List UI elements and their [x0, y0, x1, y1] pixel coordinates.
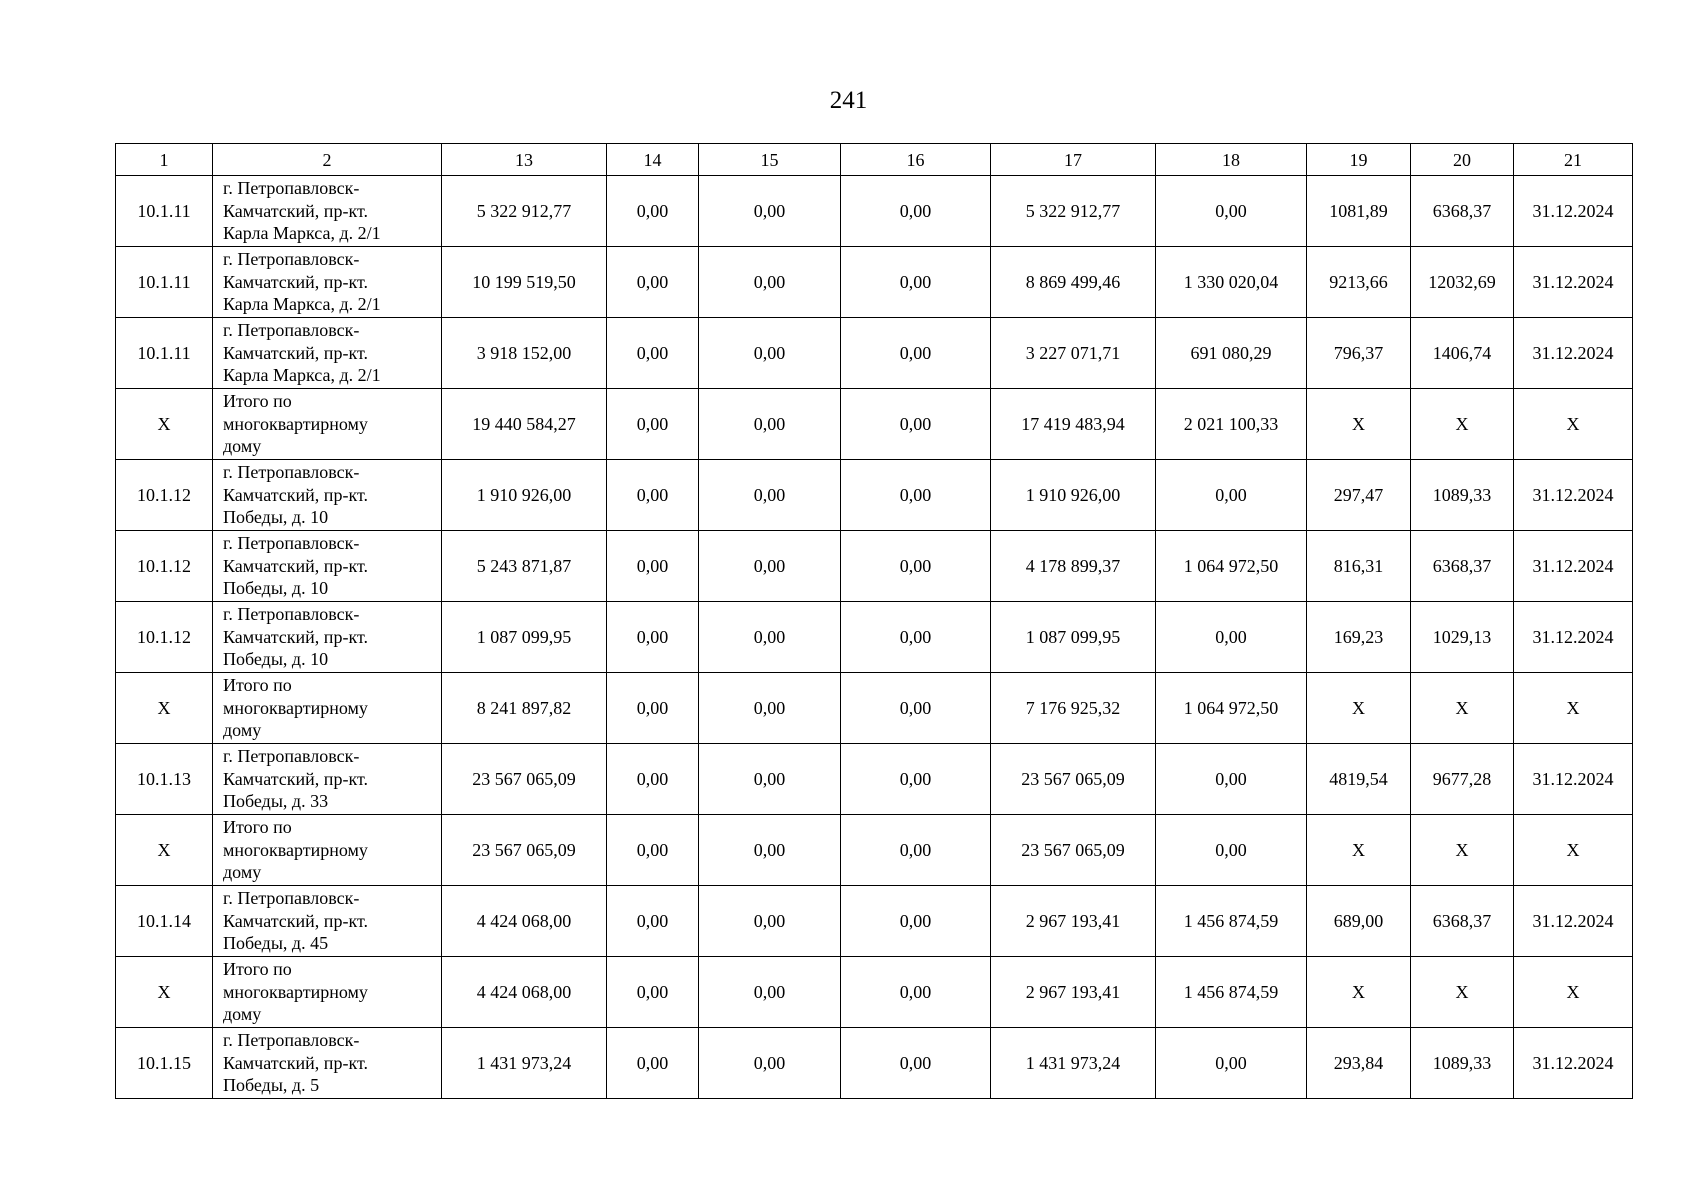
date-cell: 31.12.2024 — [1514, 318, 1633, 389]
col15-cell: 0,00 — [699, 602, 841, 673]
address-cell: г. Петропавловск- Камчатский, пр-кт. Победы, д. 10 — [213, 602, 442, 673]
item-number-cell: X — [116, 957, 213, 1028]
column-header: 2 — [213, 144, 442, 176]
col18-cell: 1 456 874,59 — [1156, 957, 1307, 1028]
col15-cell: 0,00 — [699, 815, 841, 886]
col19-cell: 169,23 — [1307, 602, 1411, 673]
column-header: 16 — [841, 144, 991, 176]
col14-cell: 0,00 — [607, 815, 699, 886]
col20-cell: 1089,33 — [1411, 1028, 1514, 1099]
col19-cell: X — [1307, 673, 1411, 744]
col17-cell: 1 431 973,24 — [991, 1028, 1156, 1099]
col17-cell: 23 567 065,09 — [991, 744, 1156, 815]
date-cell: X — [1514, 957, 1633, 1028]
col15-cell: 0,00 — [699, 460, 841, 531]
col15-cell: 0,00 — [699, 247, 841, 318]
col15-cell: 0,00 — [699, 318, 841, 389]
col19-cell: X — [1307, 389, 1411, 460]
col16-cell: 0,00 — [841, 318, 991, 389]
item-number-cell: 10.1.11 — [116, 318, 213, 389]
col18-cell: 0,00 — [1156, 602, 1307, 673]
address-cell: г. Петропавловск- Камчатский, пр-кт. Победы, д. 10 — [213, 531, 442, 602]
col14-cell: 0,00 — [607, 176, 699, 247]
col16-cell: 0,00 — [841, 176, 991, 247]
col19-cell: X — [1307, 815, 1411, 886]
col16-cell: 0,00 — [841, 673, 991, 744]
date-cell: X — [1514, 815, 1633, 886]
col18-cell: 0,00 — [1156, 744, 1307, 815]
col13-cell: 23 567 065,09 — [442, 744, 607, 815]
col14-cell: 0,00 — [607, 744, 699, 815]
col17-cell: 2 967 193,41 — [991, 886, 1156, 957]
col14-cell: 0,00 — [607, 957, 699, 1028]
col19-cell: 297,47 — [1307, 460, 1411, 531]
col16-cell: 0,00 — [841, 531, 991, 602]
date-cell: 31.12.2024 — [1514, 886, 1633, 957]
col18-cell: 0,00 — [1156, 460, 1307, 531]
address-cell: г. Петропавловск- Камчатский, пр-кт. Победы, д. 45 — [213, 886, 442, 957]
col13-cell: 1 431 973,24 — [442, 1028, 607, 1099]
col14-cell: 0,00 — [607, 318, 699, 389]
table-row — [116, 318, 1633, 389]
col16-cell: 0,00 — [841, 460, 991, 531]
date-cell: 31.12.2024 — [1514, 247, 1633, 318]
col20-cell: 6368,37 — [1411, 531, 1514, 602]
col17-cell: 17 419 483,94 — [991, 389, 1156, 460]
col13-cell: 5 322 912,77 — [442, 176, 607, 247]
table-row — [116, 176, 1633, 247]
col15-cell: 0,00 — [699, 886, 841, 957]
col17-cell: 2 967 193,41 — [991, 957, 1156, 1028]
table-row — [116, 673, 1633, 744]
col17-cell: 5 322 912,77 — [991, 176, 1156, 247]
date-cell: 31.12.2024 — [1514, 531, 1633, 602]
address-cell: г. Петропавловск- Камчатский, пр-кт. Победы, д. 10 — [213, 460, 442, 531]
column-header: 18 — [1156, 144, 1307, 176]
date-cell: X — [1514, 673, 1633, 744]
col15-cell: 0,00 — [699, 1028, 841, 1099]
address-cell: г. Петропавловск- Камчатский, пр-кт. Карла Маркса, д. 2/1 — [213, 176, 442, 247]
item-number-cell: X — [116, 389, 213, 460]
col19-cell: 796,37 — [1307, 318, 1411, 389]
table-row — [116, 389, 1633, 460]
col15-cell: 0,00 — [699, 744, 841, 815]
item-number-cell: 10.1.15 — [116, 1028, 213, 1099]
col13-cell: 10 199 519,50 — [442, 247, 607, 318]
address-cell: г. Петропавловск- Камчатский, пр-кт. Победы, д. 5 — [213, 1028, 442, 1099]
col18-cell: 691 080,29 — [1156, 318, 1307, 389]
address-cell: г. Петропавловск- Камчатский, пр-кт. Победы, д. 33 — [213, 744, 442, 815]
col19-cell: 689,00 — [1307, 886, 1411, 957]
col13-cell: 1 087 099,95 — [442, 602, 607, 673]
col15-cell: 0,00 — [699, 531, 841, 602]
address-cell: г. Петропавловск- Камчатский, пр-кт. Карла Маркса, д. 2/1 — [213, 318, 442, 389]
col15-cell: 0,00 — [699, 389, 841, 460]
col18-cell: 1 330 020,04 — [1156, 247, 1307, 318]
item-number-cell: 10.1.12 — [116, 460, 213, 531]
date-cell: 31.12.2024 — [1514, 176, 1633, 247]
item-number-cell: 10.1.12 — [116, 531, 213, 602]
col13-cell: 5 243 871,87 — [442, 531, 607, 602]
item-number-cell: 10.1.11 — [116, 176, 213, 247]
col16-cell: 0,00 — [841, 886, 991, 957]
col16-cell: 0,00 — [841, 815, 991, 886]
date-cell: X — [1514, 389, 1633, 460]
col16-cell: 0,00 — [841, 957, 991, 1028]
col17-cell: 3 227 071,71 — [991, 318, 1156, 389]
col14-cell: 0,00 — [607, 460, 699, 531]
page-number: 241 — [829, 87, 868, 114]
col14-cell: 0,00 — [607, 673, 699, 744]
item-number-cell: 10.1.12 — [116, 602, 213, 673]
col20-cell: X — [1411, 673, 1514, 744]
table-row — [116, 957, 1633, 1028]
col14-cell: 0,00 — [607, 1028, 699, 1099]
col20-cell: 12032,69 — [1411, 247, 1514, 318]
data-table — [115, 143, 1633, 1099]
item-number-cell: 10.1.13 — [116, 744, 213, 815]
col16-cell: 0,00 — [841, 602, 991, 673]
date-cell: 31.12.2024 — [1514, 460, 1633, 531]
column-header: 20 — [1411, 144, 1514, 176]
table-row — [116, 1028, 1633, 1099]
col17-cell: 8 869 499,46 — [991, 247, 1156, 318]
col13-cell: 8 241 897,82 — [442, 673, 607, 744]
col14-cell: 0,00 — [607, 247, 699, 318]
col17-cell: 23 567 065,09 — [991, 815, 1156, 886]
header-row — [116, 144, 1633, 176]
col16-cell: 0,00 — [841, 744, 991, 815]
col15-cell: 0,00 — [699, 673, 841, 744]
address-cell: г. Петропавловск- Камчатский, пр-кт. Карла Маркса, д. 2/1 — [213, 247, 442, 318]
col18-cell: 1 456 874,59 — [1156, 886, 1307, 957]
col14-cell: 0,00 — [607, 602, 699, 673]
table-row — [116, 602, 1633, 673]
col19-cell: 4819,54 — [1307, 744, 1411, 815]
col20-cell: X — [1411, 957, 1514, 1028]
col20-cell: 6368,37 — [1411, 886, 1514, 957]
col20-cell: 6368,37 — [1411, 176, 1514, 247]
col13-cell: 4 424 068,00 — [442, 886, 607, 957]
col17-cell: 1 087 099,95 — [991, 602, 1156, 673]
col16-cell: 0,00 — [841, 389, 991, 460]
col20-cell: X — [1411, 389, 1514, 460]
col16-cell: 0,00 — [841, 1028, 991, 1099]
column-header: 1 — [116, 144, 213, 176]
col18-cell: 2 021 100,33 — [1156, 389, 1307, 460]
col20-cell: 1406,74 — [1411, 318, 1514, 389]
column-header: 15 — [699, 144, 841, 176]
column-header: 21 — [1514, 144, 1633, 176]
col17-cell: 7 176 925,32 — [991, 673, 1156, 744]
col19-cell: 293,84 — [1307, 1028, 1411, 1099]
col14-cell: 0,00 — [607, 886, 699, 957]
address-cell: Итого по многоквартирному дому — [213, 389, 442, 460]
col19-cell: 816,31 — [1307, 531, 1411, 602]
col17-cell: 1 910 926,00 — [991, 460, 1156, 531]
col18-cell: 1 064 972,50 — [1156, 531, 1307, 602]
table-row — [116, 247, 1633, 318]
col13-cell: 19 440 584,27 — [442, 389, 607, 460]
item-number-cell: 10.1.14 — [116, 886, 213, 957]
address-cell: Итого по многоквартирному дому — [213, 673, 442, 744]
col14-cell: 0,00 — [607, 531, 699, 602]
col16-cell: 0,00 — [841, 247, 991, 318]
table-row — [116, 744, 1633, 815]
item-number-cell: X — [116, 815, 213, 886]
column-header: 13 — [442, 144, 607, 176]
col13-cell: 23 567 065,09 — [442, 815, 607, 886]
col19-cell: X — [1307, 957, 1411, 1028]
col13-cell: 3 918 152,00 — [442, 318, 607, 389]
item-number-cell: X — [116, 673, 213, 744]
col18-cell: 0,00 — [1156, 1028, 1307, 1099]
table-body — [116, 176, 1633, 1099]
col20-cell: 1089,33 — [1411, 460, 1514, 531]
col18-cell: 0,00 — [1156, 176, 1307, 247]
col20-cell: 9677,28 — [1411, 744, 1514, 815]
table-row — [116, 460, 1633, 531]
col20-cell: X — [1411, 815, 1514, 886]
table-row — [116, 815, 1633, 886]
col17-cell: 4 178 899,37 — [991, 531, 1156, 602]
col19-cell: 9213,66 — [1307, 247, 1411, 318]
table-row — [116, 886, 1633, 957]
col18-cell: 1 064 972,50 — [1156, 673, 1307, 744]
address-cell: Итого по многоквартирному дому — [213, 957, 442, 1028]
date-cell: 31.12.2024 — [1514, 602, 1633, 673]
column-header: 17 — [991, 144, 1156, 176]
col20-cell: 1029,13 — [1411, 602, 1514, 673]
date-cell: 31.12.2024 — [1514, 744, 1633, 815]
col18-cell: 0,00 — [1156, 815, 1307, 886]
column-header: 14 — [607, 144, 699, 176]
address-cell: Итого по многоквартирному дому — [213, 815, 442, 886]
col14-cell: 0,00 — [607, 389, 699, 460]
item-number-cell: 10.1.11 — [116, 247, 213, 318]
date-cell: 31.12.2024 — [1514, 1028, 1633, 1099]
table-row — [116, 531, 1633, 602]
col13-cell: 4 424 068,00 — [442, 957, 607, 1028]
col13-cell: 1 910 926,00 — [442, 460, 607, 531]
col15-cell: 0,00 — [699, 176, 841, 247]
column-header: 19 — [1307, 144, 1411, 176]
col15-cell: 0,00 — [699, 957, 841, 1028]
col19-cell: 1081,89 — [1307, 176, 1411, 247]
